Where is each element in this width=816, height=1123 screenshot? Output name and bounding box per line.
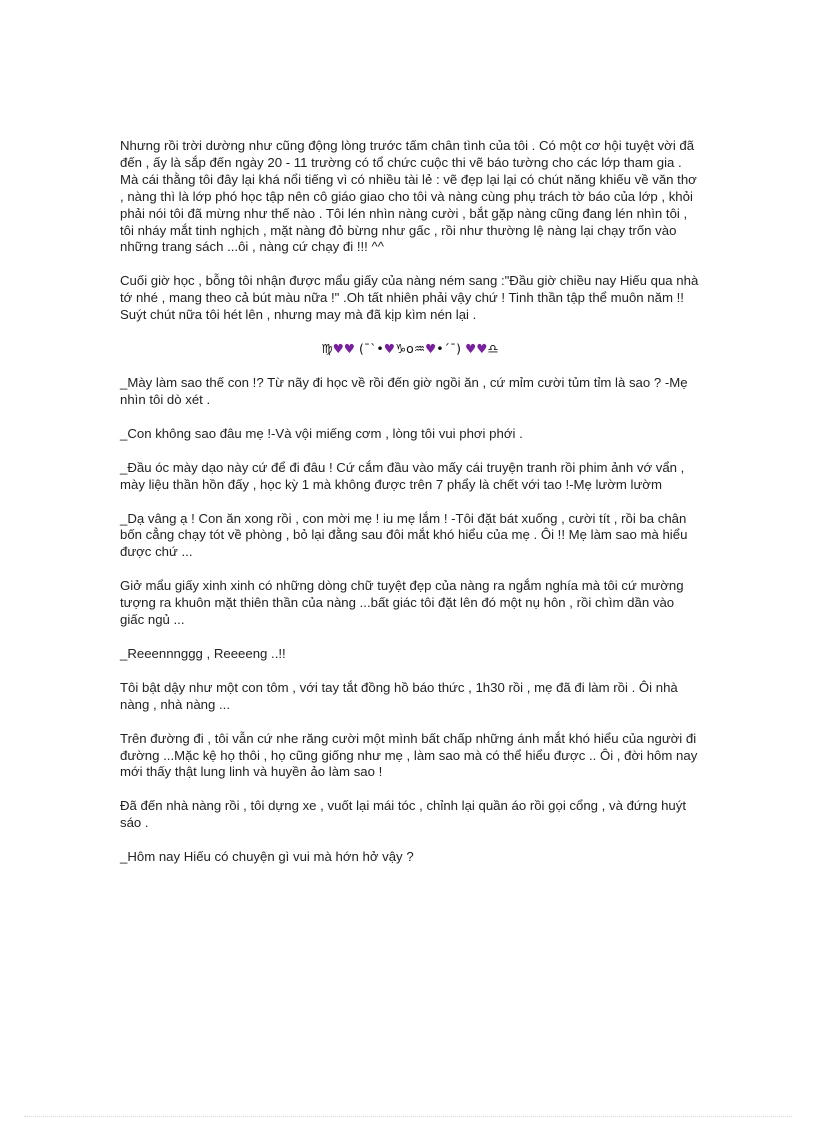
paragraph-10: Trên đường đi , tôi vẫn cứ nhe răng cười một mình bất chấp những ánh mắt khó hiểu của người đi đường ...Mặc kệ họ thôi , họ cũng giống như mẹ , làm sao mà có thể hiểu được .. Ôi , đời hôm nay mới thấy thật lung linh và huyền ảo làm sao ! [120, 730, 698, 780]
document-body [120, 138, 700, 883]
ornament-core: ♑o♒ [394, 341, 426, 357]
paragraph-5: _Đầu óc mày dạo này cứ để đi đâu ! Cứ cắm đầu vào mấy cái truyện tranh rồi phim ảnh vớ vẩn , mày liệu thần hồn đấy , học kỳ 1 mà không được trên 7 phẩy là chết với tao !-Mẹ lườm lườm [120, 459, 685, 492]
paragraph-4: _Con không sao đâu mẹ !-Và vội miếng cơm , lòng tôi vui phơi phới . [120, 425, 523, 441]
paragraph-12: _Hôm nay Hiếu có chuyện gì vui mà hớn hở vậy ? [120, 849, 414, 865]
heart-icon: ♥♥ [332, 341, 356, 357]
paragraph-2: Cuối giờ học , bỗng tôi nhận được mẩu giấy của nàng ném sang :"Đầu giờ chiều nay Hiếu qua nhà tớ nhé , mang theo cả bút màu nữa !" .Oh tất nhiên phải vậy chứ ! Tinh thần tập thể muôn năm !! Suýt chút nữa tôi hét lên , nhưng may mà đã kịp kìm nén lại . [120, 273, 699, 323]
paragraph-7: Giở mẩu giấy xinh xinh có những dòng chữ tuyệt đẹp của nàng ra ngắm nghía mà tôi cứ mường tượng ra khuôn mặt thiên thần của nàng ...bất giác tôi đặt lên đó một nụ hôn , rồi chìm dần vào giấc ngủ ... [120, 578, 684, 628]
ornament-bracket-open: (¯`• [355, 341, 384, 357]
libra-symbol: ♎ [487, 341, 499, 357]
page-bottom-divider [24, 1116, 792, 1117]
ornament-divider [120, 341, 700, 358]
paragraph-1: Nhưng rồi trời dường như cũng động lòng trước tấm chân tình của tôi . Có một cơ hội tuyệt vời đã đến , ấy là sắp đến ngày 20 - 11 trường có tổ chức cuộc thi vẽ báo tường cho các lớp tham gia . Mà cái thằng tôi đây lại khá nổi tiếng vì có nhiều tài lẻ : vẽ đẹp lại lại có chút năng khiếu về văn thơ , nàng thì là lớp phó học tập nên cô giáo giao cho tôi và nàng cùng phụ trách tờ báo của lớp , khỏi phải nói tôi đã mừng như thế nào . Tôi lén nhìn nàng cười , bắt gặp nàng cũng đang lén nhìn tôi , tôi nháy mắt tinh nghịch , mặt nàng đỏ bừng như gấc , rồi như thường lệ nàng lại chạy trốn vào những trang sách ...ôi , nàng cứ chạy đi !!! ^^ [120, 138, 697, 255]
paragraph-9: Tôi bật dậy như một con tôm , với tay tắt đồng hồ báo thức , 1h30 rồi , mẹ đã đi làm rồi . Ôi nhà nàng , nhà nàng ... [120, 679, 678, 712]
ornament-bracket-close: •´¯) [436, 341, 465, 357]
paragraph-3: _Mày làm sao thế con !? Từ nãy đi học về rồi đến giờ ngồi ăn , cứ mỉm cười tủm tỉm là sao ? -Mẹ nhìn tôi dò xét . [120, 374, 688, 407]
paragraph-11: Đã đến nhà nàng rồi , tôi dựng xe , vuốt lại mái tóc , chỉnh lại quần áo rồi gọi cổng , và đứng huýt sáo . [120, 798, 687, 831]
paragraph-6: _Dạ vâng ạ ! Con ăn xong rồi , con mời mẹ ! iu mẹ lắm ! -Tôi đặt bát xuống , cười tít , rồi ba chân bốn cẳng chạy tót về phòng , bỏ lại đằng sau đôi mắt khó hiểu của mẹ . Ôi !! Mẹ làm sao mà hiểu được chứ ... [120, 510, 688, 560]
paragraph-8: _Reeennnggg , Reeeeng ..!! [120, 645, 286, 661]
heart-icon: ♥ [425, 341, 437, 357]
heart-icon: ♥♥ [464, 341, 488, 357]
heart-icon: ♥ [383, 341, 395, 357]
virgo-symbol: ♍ [321, 341, 333, 357]
